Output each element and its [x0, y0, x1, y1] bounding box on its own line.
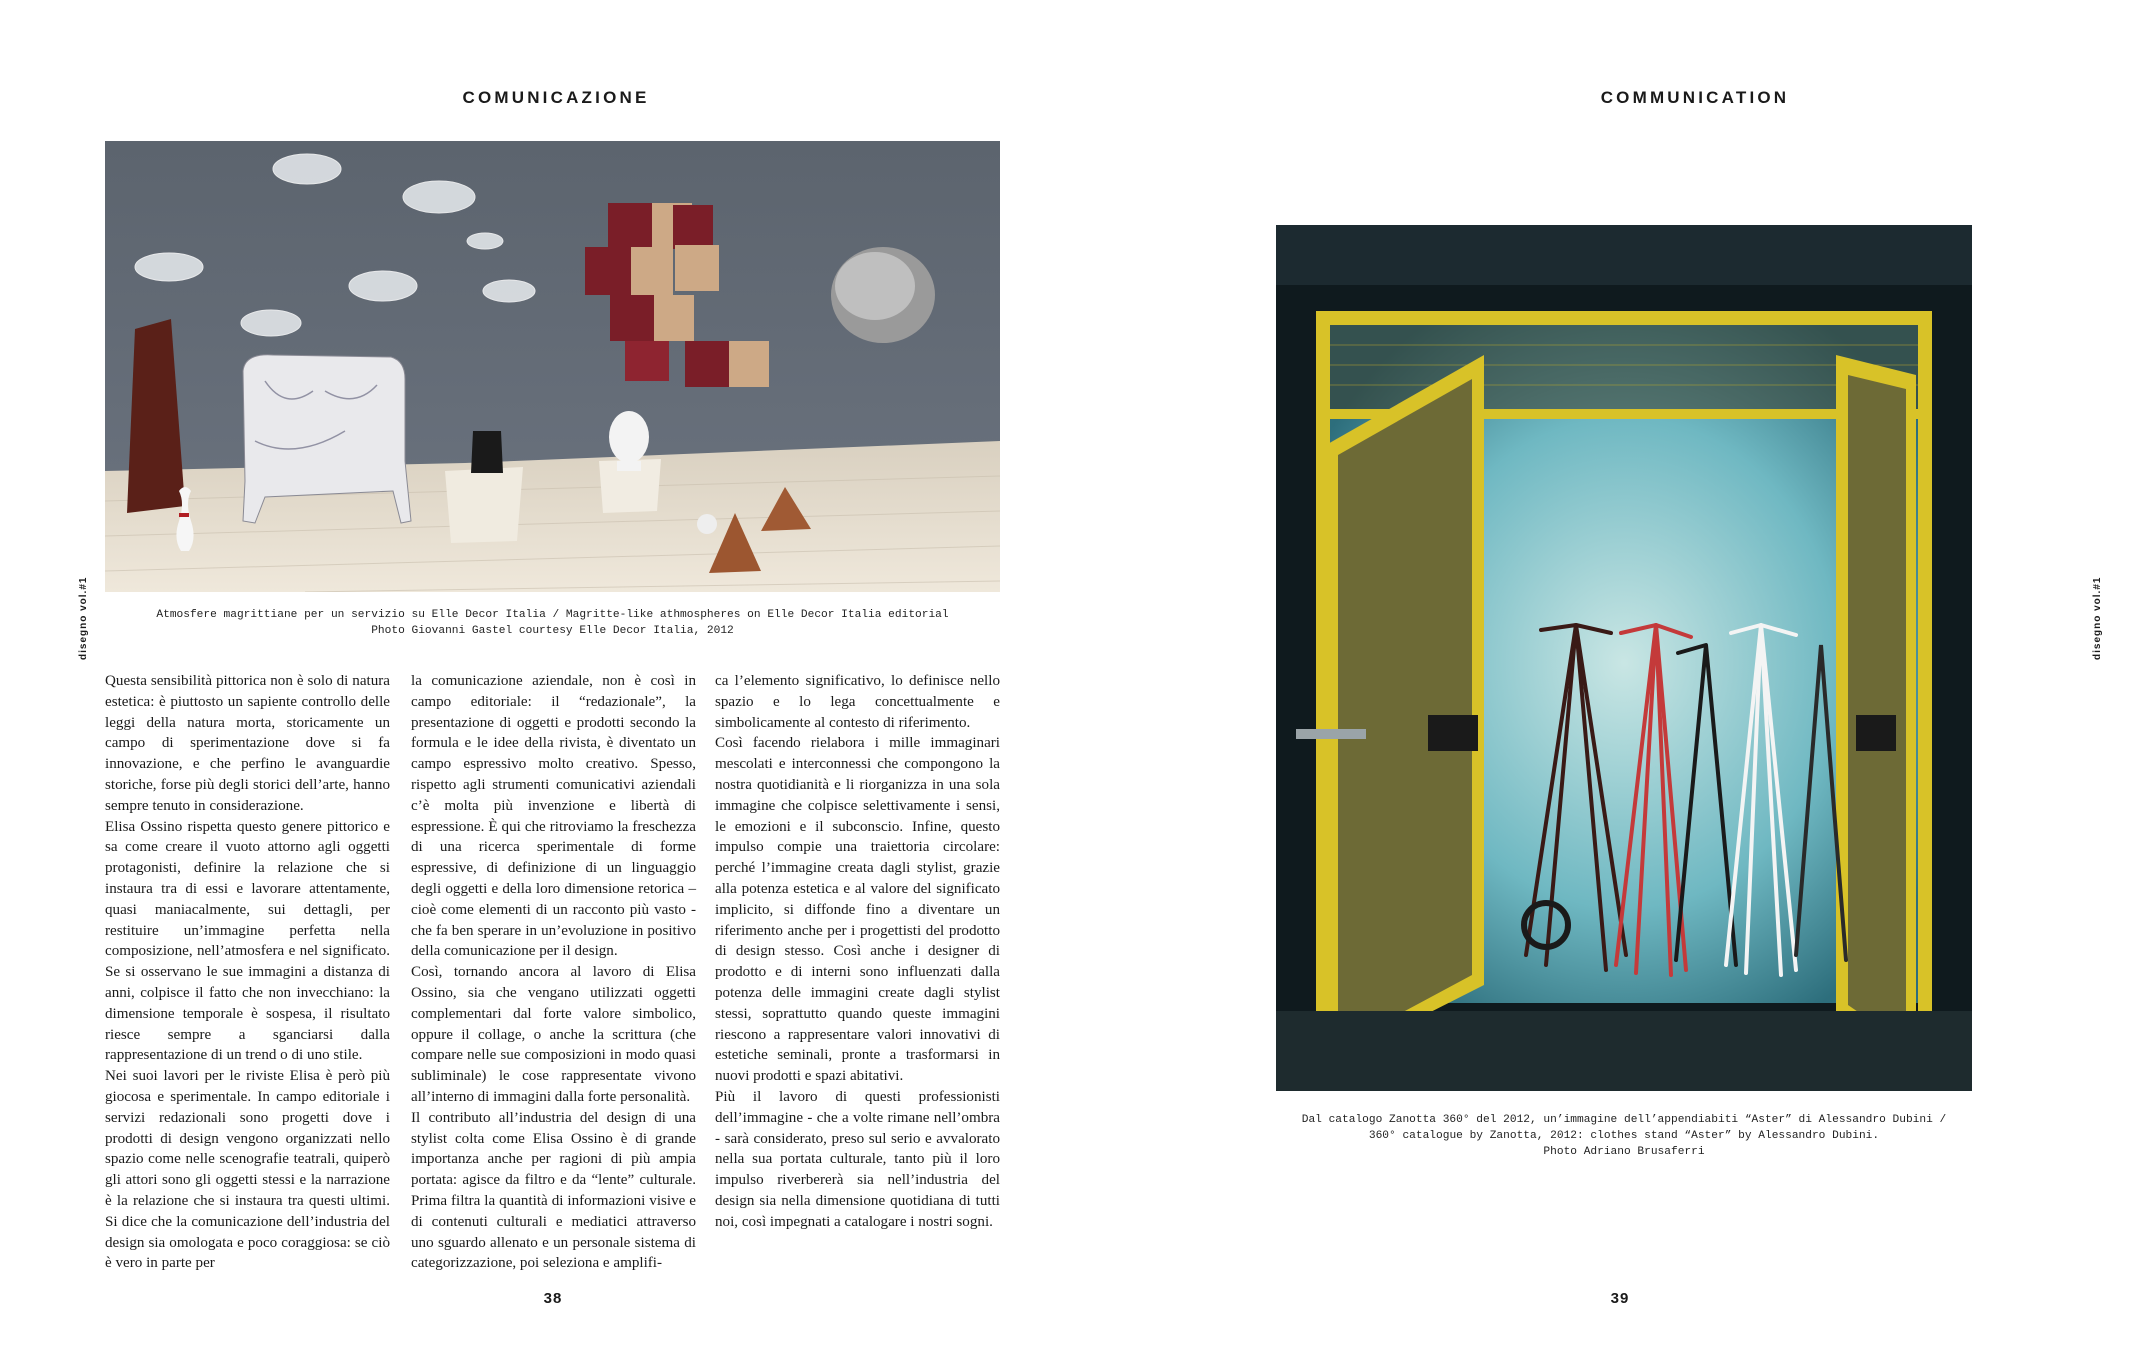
side-label: disegno vol.#1: [2092, 576, 2103, 660]
paragraph: Nei suoi lavori per le riviste Elisa è però più giocosa e sperimentale. In campo editoriale i servizi redazionali sono progetti dove i prodotti di design vengono organizzati nello spazio come nelle scenografie teatrali, quiperò gli attori sono gli oggetti stessi e la narrazione è la relazione che si instaura tra questi ultimi. Si dice che la comunicazione dell’industria del design sia omologata e poco coraggiosa: se ciò è vero in parte per: [105, 1068, 390, 1272]
page-number: 39: [1610, 1290, 1630, 1307]
paragraph: Più il lavoro di questi professionisti dell’immagine - che a volte rimane nell’ombra - sarà considerato, preso sul serio e avvalorato nella sua portata culturale, tanto più il loro impulso riverbererà sia nell’industria del design sia nella dimensione quotidiana di tutti noi, così impegnati a catalogare i nostri sogni.: [715, 1088, 1000, 1230]
caption-line: Dal catalogo Zanotta 360° del 2012, un’immagine dell’appendiabiti “Aster” di Alessandro Dubini /: [1301, 1114, 1947, 1126]
paragraph: la comunicazione aziendale, non è così in campo editoriale: il “redazionale”, la presentazione di oggetti e prodotti secondo la formula e le idee della rivista, è diventato un campo espressivo molto creativo. Spesso, rispetto agli strumenti comunicativi aziendali c’è molta più invenzione e libertà di espressione. È qui che ritroviamo la freschezza di una ricerca sperimentale di forme espressive, di definizione di un linguaggio degli oggetti e della loro dimensione retorica – cioè come elementi di un racconto più vasto - che fa ben sperare in un’evoluzione in positivo della comunicazione per il design.: [411, 673, 696, 960]
text-column-3: [715, 671, 1000, 1233]
section-title: COMUNICAZIONE: [462, 88, 650, 107]
paragraph: Così facendo rielabora i mille immaginari mescolati e interconnessi che compongono la nostra quotidianità e li riorganizza in una sola immagine che colpisce selettivamente i sensi, le emozioni e il subconscio. Infine, questo impulso compie una traiettoria circolare: perché l’immagine creata dagli stylist, grazie alla potenza estetica e al valore del significato implicito, si diffonde fino a diventare un riferimento anche per i progettisti del prodotto di design stesso. Così anche i designer di prodotto e di interni sono influenzati dalla potenza delle immagini create dagli stylist stessi, soprattutto quando queste immagini riescono a rappresentare valori innovativi di estetiche seminali, pronte a trasformarsi in nuovi prodotti e spazi abitativi.: [715, 735, 1000, 1085]
paragraph: Così, tornando ancora al lavoro di Elisa Ossino, sia che vengano utilizzati oggetti complementari dal forte valore simbolico, oppure il collage, o anche la scrittura (che compare nelle sue composizioni in modo quasi subliminale) le cose rappresentate vivono all’interno di immagini dalla forte personalità.: [411, 964, 696, 1105]
catalogue-photo: [1276, 225, 1972, 1091]
photo-caption: [1234, 1112, 2014, 1160]
photo-caption: [105, 607, 1000, 639]
caption-line: 360° catalogue by Zanotta, 2012: clothes stand “Aster” by Alessandro Dubini.: [1368, 1130, 1880, 1142]
text-column-1: [105, 671, 390, 1274]
right-page: [1074, 0, 2148, 1362]
paragraph: Elisa Ossino rispetta questo genere pittorico e sa come creare il vuoto attorno agli oggetti protagonisti, definire la relazione che si instaura tra di essi e lavorare attentamente, quasi maniacalmente, sui dettagli, per restituire un’immagine perfetta nella composizione, nell’atmosfera e nel significato. Se si osservano le sue immagini a distanza di anni, colpisce il fatto che non invecchiano: la dimensione temporale è sospesa, il risultato riesce sempre a sganciarsi dalla rappresentazione di un trend o di uno stile.: [105, 818, 390, 1064]
caption-line: Photo Giovanni Gastel courtesy Elle Decor Italia, 2012: [371, 625, 734, 637]
section-title: COMMUNICATION: [1600, 88, 1790, 107]
paragraph: Questa sensibilità pittorica non è solo di natura estetica: è piuttosto un sapiente controllo delle leggi della natura morta, storicamente un campo di sperimentazione dove si fa innovazione, e che perfino le avanguardie storiche, forse più degli storici dell’arte, hanno sempre tenuto in considerazione.: [105, 673, 390, 814]
paragraph: Il contributo all’industria del design di una stylist colta come Elisa Ossino è di grande importanza anche per ragioni di più ampia portata: agisce da filtro e da “lente” culturale. Prima filtra la quantità di informazioni visive e di contenuti culturali e mediatici attraverso uno sguardo allenato e un personale sistema di categorizzazione, poi seleziona e amplifi-: [411, 1109, 696, 1272]
editorial-photo: [105, 141, 1000, 592]
text-column-2: [411, 671, 696, 1274]
clothes-stand-illustration: [1276, 225, 1972, 1091]
side-label: disegno vol.#1: [78, 576, 89, 660]
caption-line: Atmosfere magrittiane per un servizio su Elle Decor Italia / Magritte-like athmospheres on Elle Decor Italia editorial: [156, 609, 949, 621]
paragraph: ca l’elemento significativo, lo definisce nello spazio e lo lega concettualmente e simbolicamente al contesto di riferimento.: [715, 673, 1000, 731]
page-number: 38: [543, 1290, 563, 1307]
caption-line: Photo Adriano Brusaferri: [1543, 1146, 1705, 1158]
magritte-room-illustration: [105, 141, 1000, 592]
